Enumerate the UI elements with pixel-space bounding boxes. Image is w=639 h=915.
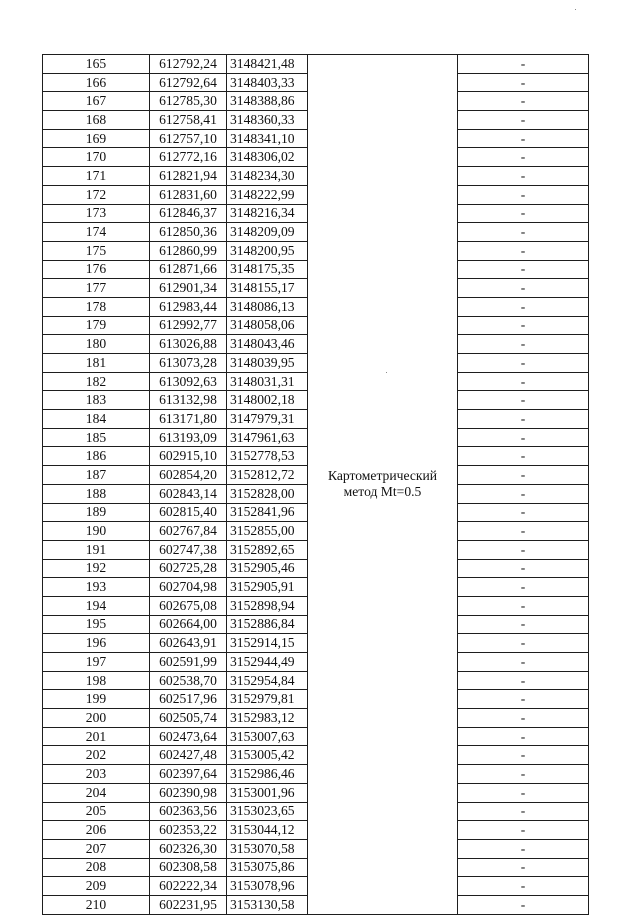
- coordinate-y: 3152905,46: [227, 559, 308, 578]
- coordinate-x: 612846,37: [150, 204, 227, 223]
- coordinate-x: 613073,28: [150, 354, 227, 373]
- coordinate-y: 3153007,63: [227, 727, 308, 746]
- point-number: 171: [43, 167, 150, 186]
- accuracy-value: -: [458, 466, 589, 485]
- accuracy-value: -: [458, 559, 589, 578]
- coordinates-table: [42, 54, 589, 915]
- coordinate-x: 602664,00: [150, 615, 227, 634]
- point-number: 194: [43, 596, 150, 615]
- coordinate-x: 602538,70: [150, 671, 227, 690]
- coordinate-x: 602643,91: [150, 634, 227, 653]
- point-number: 199: [43, 690, 150, 709]
- accuracy-value: -: [458, 746, 589, 765]
- point-number: 166: [43, 73, 150, 92]
- coordinate-y: 3152778,53: [227, 447, 308, 466]
- coordinate-x: 602390,98: [150, 783, 227, 802]
- point-number: 210: [43, 895, 150, 914]
- point-number: 191: [43, 540, 150, 559]
- coordinate-y: 3148216,34: [227, 204, 308, 223]
- coordinate-x: 612901,34: [150, 279, 227, 298]
- point-number: 204: [43, 783, 150, 802]
- coordinate-x: 613092,63: [150, 372, 227, 391]
- accuracy-value: -: [458, 73, 589, 92]
- coordinate-y: 3148360,33: [227, 111, 308, 130]
- coordinate-x: 612871,66: [150, 260, 227, 279]
- coordinate-x: 612772,16: [150, 148, 227, 167]
- accuracy-value: -: [458, 895, 589, 914]
- accuracy-value: -: [458, 653, 589, 672]
- point-number: 174: [43, 223, 150, 242]
- accuracy-value: -: [458, 839, 589, 858]
- coordinate-y: 3148200,95: [227, 241, 308, 260]
- scan-speck: [575, 9, 576, 10]
- coordinate-x: 613171,80: [150, 410, 227, 429]
- coordinate-y: 3153044,12: [227, 821, 308, 840]
- coordinate-y: 3148086,13: [227, 297, 308, 316]
- accuracy-value: -: [458, 391, 589, 410]
- accuracy-value: -: [458, 709, 589, 728]
- accuracy-value: -: [458, 765, 589, 784]
- coordinate-x: 602915,10: [150, 447, 227, 466]
- coordinate-y: 3148421,48: [227, 55, 308, 74]
- point-number: 170: [43, 148, 150, 167]
- coordinate-x: 612821,94: [150, 167, 227, 186]
- coordinate-y: 3153023,65: [227, 802, 308, 821]
- coordinate-x: 612992,77: [150, 316, 227, 335]
- point-number: 189: [43, 503, 150, 522]
- coordinate-y: 3148388,86: [227, 92, 308, 111]
- accuracy-value: -: [458, 129, 589, 148]
- point-number: 193: [43, 578, 150, 597]
- coordinate-y: 3152855,00: [227, 522, 308, 541]
- accuracy-value: -: [458, 111, 589, 130]
- coordinate-y: 3147979,31: [227, 410, 308, 429]
- coordinate-x: 602591,99: [150, 653, 227, 672]
- point-number: 195: [43, 615, 150, 634]
- accuracy-value: -: [458, 671, 589, 690]
- coordinate-x: 613132,98: [150, 391, 227, 410]
- coordinate-y: 3153070,58: [227, 839, 308, 858]
- accuracy-value: -: [458, 167, 589, 186]
- accuracy-value: -: [458, 484, 589, 503]
- coordinate-x: 612792,24: [150, 55, 227, 74]
- point-number: 197: [43, 653, 150, 672]
- point-number: 173: [43, 204, 150, 223]
- accuracy-value: -: [458, 297, 589, 316]
- point-number: 196: [43, 634, 150, 653]
- coordinate-y: 3152886,84: [227, 615, 308, 634]
- coordinate-x: 612860,99: [150, 241, 227, 260]
- coordinate-y: 3152979,81: [227, 690, 308, 709]
- coordinate-y: 3152892,65: [227, 540, 308, 559]
- point-number: 198: [43, 671, 150, 690]
- coordinate-y: 3153075,86: [227, 858, 308, 877]
- coordinate-y: 3152841,96: [227, 503, 308, 522]
- point-number: 165: [43, 55, 150, 74]
- coordinate-y: 3152983,12: [227, 709, 308, 728]
- coordinate-x: 602326,30: [150, 839, 227, 858]
- coordinate-x: 612785,30: [150, 92, 227, 111]
- coordinate-x: 602231,95: [150, 895, 227, 914]
- accuracy-value: -: [458, 335, 589, 354]
- coordinate-x: 612792,64: [150, 73, 227, 92]
- coordinate-y: 3148341,10: [227, 129, 308, 148]
- coordinate-y: 3153078,96: [227, 877, 308, 896]
- coordinate-y: 3148222,99: [227, 185, 308, 204]
- point-number: 200: [43, 709, 150, 728]
- coordinate-x: 602427,48: [150, 746, 227, 765]
- coordinate-y: 3147961,63: [227, 428, 308, 447]
- coordinate-x: 602843,14: [150, 484, 227, 503]
- coordinate-x: 602222,34: [150, 877, 227, 896]
- point-number: 184: [43, 410, 150, 429]
- coordinate-y: 3148039,95: [227, 354, 308, 373]
- accuracy-value: -: [458, 802, 589, 821]
- coordinate-y: 3148234,30: [227, 167, 308, 186]
- accuracy-value: -: [458, 540, 589, 559]
- point-number: 201: [43, 727, 150, 746]
- coordinate-x: 602353,22: [150, 821, 227, 840]
- coordinate-x: 602704,98: [150, 578, 227, 597]
- coordinate-x: 613026,88: [150, 335, 227, 354]
- point-number: 177: [43, 279, 150, 298]
- point-number: 178: [43, 297, 150, 316]
- point-number: 168: [43, 111, 150, 130]
- accuracy-value: -: [458, 821, 589, 840]
- coordinate-x: 602473,64: [150, 727, 227, 746]
- coordinate-y: 3152905,91: [227, 578, 308, 597]
- coordinate-y: 3148043,46: [227, 335, 308, 354]
- point-number: 185: [43, 428, 150, 447]
- coordinate-x: 602363,56: [150, 802, 227, 821]
- point-number: 176: [43, 260, 150, 279]
- accuracy-value: -: [458, 690, 589, 709]
- point-number: 205: [43, 802, 150, 821]
- point-number: 183: [43, 391, 150, 410]
- accuracy-value: -: [458, 727, 589, 746]
- coordinate-y: 3152898,94: [227, 596, 308, 615]
- coordinate-y: 3152828,00: [227, 484, 308, 503]
- accuracy-value: -: [458, 858, 589, 877]
- accuracy-value: -: [458, 260, 589, 279]
- coordinate-x: 602505,74: [150, 709, 227, 728]
- method-label-line2: метод Mt=0.5: [343, 484, 422, 500]
- coordinate-y: 3148058,06: [227, 316, 308, 335]
- accuracy-value: -: [458, 185, 589, 204]
- coordinate-x: 613193,09: [150, 428, 227, 447]
- coordinate-y: 3148403,33: [227, 73, 308, 92]
- accuracy-value: -: [458, 92, 589, 111]
- accuracy-value: -: [458, 503, 589, 522]
- coordinate-y: 3152944,49: [227, 653, 308, 672]
- point-number: 192: [43, 559, 150, 578]
- accuracy-value: -: [458, 634, 589, 653]
- accuracy-value: -: [458, 279, 589, 298]
- method-cell: [308, 55, 458, 915]
- coordinate-y: 3148209,09: [227, 223, 308, 242]
- point-number: 182: [43, 372, 150, 391]
- coordinate-y: 3148175,35: [227, 260, 308, 279]
- accuracy-value: -: [458, 447, 589, 466]
- coordinate-x: 602854,20: [150, 466, 227, 485]
- accuracy-value: -: [458, 428, 589, 447]
- coordinate-y: 3148155,17: [227, 279, 308, 298]
- point-number: 208: [43, 858, 150, 877]
- point-number: 188: [43, 484, 150, 503]
- accuracy-value: -: [458, 877, 589, 896]
- coordinate-x: 612831,60: [150, 185, 227, 204]
- point-number: 180: [43, 335, 150, 354]
- coordinates-table-body: [43, 55, 589, 915]
- point-number: 207: [43, 839, 150, 858]
- point-number: 167: [43, 92, 150, 111]
- coordinate-y: 3153130,58: [227, 895, 308, 914]
- coordinate-y: 3152812,72: [227, 466, 308, 485]
- coordinate-x: 612983,44: [150, 297, 227, 316]
- accuracy-value: -: [458, 615, 589, 634]
- coordinate-y: 3148031,31: [227, 372, 308, 391]
- coordinate-x: 612757,10: [150, 129, 227, 148]
- accuracy-value: -: [458, 372, 589, 391]
- coordinate-x: 602517,96: [150, 690, 227, 709]
- point-number: 206: [43, 821, 150, 840]
- accuracy-value: -: [458, 55, 589, 74]
- accuracy-value: -: [458, 223, 589, 242]
- point-number: 209: [43, 877, 150, 896]
- method-label-line1: Картометрический: [327, 468, 438, 484]
- coordinate-x: 602725,28: [150, 559, 227, 578]
- coordinate-y: 3152986,46: [227, 765, 308, 784]
- coordinate-x: 602675,08: [150, 596, 227, 615]
- point-number: 186: [43, 447, 150, 466]
- point-number: 181: [43, 354, 150, 373]
- accuracy-value: -: [458, 578, 589, 597]
- accuracy-value: -: [458, 596, 589, 615]
- accuracy-value: -: [458, 204, 589, 223]
- coordinate-x: 602308,58: [150, 858, 227, 877]
- point-number: 172: [43, 185, 150, 204]
- accuracy-value: -: [458, 783, 589, 802]
- point-number: 190: [43, 522, 150, 541]
- coordinate-y: 3152954,84: [227, 671, 308, 690]
- accuracy-value: -: [458, 522, 589, 541]
- coordinate-y: 3152914,15: [227, 634, 308, 653]
- accuracy-value: -: [458, 148, 589, 167]
- table-row: [43, 55, 589, 74]
- point-number: 169: [43, 129, 150, 148]
- point-number: 203: [43, 765, 150, 784]
- accuracy-value: -: [458, 410, 589, 429]
- coordinate-y: 3153005,42: [227, 746, 308, 765]
- accuracy-value: -: [458, 241, 589, 260]
- point-number: 175: [43, 241, 150, 260]
- coordinate-x: 602815,40: [150, 503, 227, 522]
- coordinate-x: 612850,36: [150, 223, 227, 242]
- point-number: 202: [43, 746, 150, 765]
- coordinate-x: 602747,38: [150, 540, 227, 559]
- coordinate-y: 3153001,96: [227, 783, 308, 802]
- accuracy-value: -: [458, 316, 589, 335]
- point-number: 187: [43, 466, 150, 485]
- coordinate-x: 602767,84: [150, 522, 227, 541]
- accuracy-value: -: [458, 354, 589, 373]
- coordinate-y: 3148306,02: [227, 148, 308, 167]
- coordinate-x: 602397,64: [150, 765, 227, 784]
- coordinate-x: 612758,41: [150, 111, 227, 130]
- coordinate-y: 3148002,18: [227, 391, 308, 410]
- point-number: 179: [43, 316, 150, 335]
